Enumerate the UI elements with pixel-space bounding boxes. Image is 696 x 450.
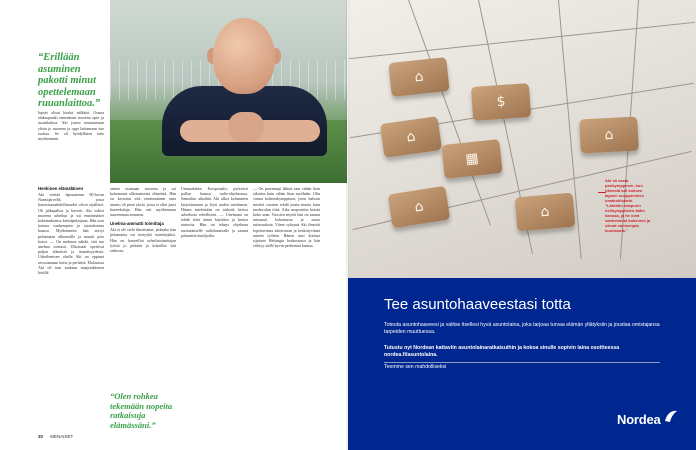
nordea-logo-text: Nordea	[617, 412, 661, 427]
ad-call-to-action: Tutustu nyt Nordean kattaviin asuntolainaratkaisuihin ja kokoa sinulle sopivin laina osoitteessa nordea.fi/asuntolaina.	[384, 345, 620, 359]
intro-column: Iupset olivat koulut nälkäisi. Osasta alakaupunki ennenkuin nuorena opin ja ruoanlaittoa. Aki joutui muuttamaan yksin jo nuorena ja oppi laittamaan itse ruokaa. Se oli hyödyllinen taito myöhemmin.	[38, 110, 104, 142]
pull-quote-bottom: “Olen rohkea tekemään nopeita ratkaisuja elämässäni.”	[110, 391, 173, 430]
dollar-icon: $	[471, 83, 531, 121]
article-column-1-text: Aki viettää lapsuutensa 80-luvun Nurmijärvellä, jossa harrastusmahdollisuudet olivat rajalliset. Oli jalkapalloa ja kaverit. Aki valitsi nuorena urheilun ja sai ensimmäiset kokemuksensa kenttäpelaajana. Hän asui kotona vanhempien ja sisaruksensa kanssa. Myöhemmin hän siirtyi pelaamaan ulkomaille ja muutti pois kotoa. — On mahtava nähdä, että tuo unelma toteutui. Ulkomaat opettivat paljon elämästä ja itsenäisyydestä. Urheilemisen ohella Aki on oppinut arvostamaan kotia ja perhettä. Elokuussa Aki oli taas mukana maajoukkueen leirillä.	[38, 192, 104, 276]
house-icon: ⌂	[388, 186, 451, 229]
board-line	[349, 22, 695, 59]
ad-divider	[384, 362, 660, 363]
article-column-1	[38, 186, 104, 430]
pull-quote-top: “Erillään asuminen pakotti minut opettelemaan ruuanlaittoa.”	[38, 52, 101, 109]
house-icon: ⌂	[388, 57, 449, 97]
apartment-icon: ▦	[441, 139, 502, 179]
ad-signoff: Teemme sen mahdolliseksi	[384, 364, 447, 370]
magazine-name: MENAISET	[50, 434, 74, 439]
article-column-4: — On paremmpi lähteä aina vähän liian aikaisin kuin vähän liian myöhään. Olin varma kolmenkymppinen, joten halusin miettiä vuosien tehdä jotain muuta kuin media-alan töitä. Aika mopoattiin kestää koko uran. Vuosien myötä hän on saanut runsaasti kokemusta ja uusia tuttavuuksia. Viime syksynä Aki ilmoitti lopettavansa aktiiviuran ja keskittyvänsä uuteen työhön. Hänen uusi kotinsa sijaitsee Helsingin keskustassa ja hän viihtyy siellä hyvin perheensä kanssa.	[253, 186, 320, 249]
page-number: 30	[38, 434, 44, 439]
photo-head	[213, 18, 275, 94]
page-gutter	[346, 0, 350, 450]
house-icon: ⌂	[579, 117, 639, 154]
article-column-2-text-2: Aki ei ole vielä ilmoittanut, jatkaako hän pelaamista vai siirtyykö toimittajaksi. Hän on haaveillut urheilutoimittajan työstä jo pitkään ja kokeillut sitä radiossa.	[110, 227, 176, 254]
ad-body: Toteuta asuntohaaveesi ja valitse itsellesi hyvä asuntolaina, joka tarjoaa turvaa elämän yllätyksiin ja joustaa omistajansa tarpeiden muuttuessa.	[384, 322, 660, 336]
nordea-advertisement	[348, 278, 696, 450]
portrait-photo	[110, 0, 347, 183]
house-icon: ⌂	[515, 193, 576, 232]
page-footer	[38, 434, 73, 439]
subhead-henkinen: Henkinen elämäläinen	[38, 186, 84, 191]
house-icon: ⌂	[380, 116, 442, 158]
photo-caption: Aki oli vasta parikymppinen, kun hänestä tuli kolmen lapsen uuspperheen omakotiisäntä. “Lähtöön naapurin neliöymppisten äidin kanssa, ja he ovat vanhemmat kokeneet ja olevat vanhempia kunnasmä.”	[605, 178, 651, 233]
right-page	[348, 0, 696, 450]
subhead-unelma: Unelma-ammatti toimittaja	[110, 221, 164, 227]
article-column-2-text: onnen asumaan nuorena ja sai kokemusta ulkomaisesta elämästä. Hän on kertonut että ensimmäinen oma asunto oli pieni yksiö, jossa ei ollut juuri huonekaluja. Hän osti myöhemmin suuremman asunnon.	[110, 186, 176, 218]
board-game-photo	[348, 0, 696, 290]
photo-hands	[228, 112, 264, 142]
ad-headline: Tee asuntohaaveestasi totta	[384, 296, 571, 313]
article-column-3: Unnasalahen Keripotaalio pyöreästi pallon kanssa radio-ohjelmassa. Samoihin aikoihin Aki alkoi kolumnien kirjoittamisen ja löysi uuden intohimon. Hänen mielestään on tärkeää kertoa urheilusta rehellisesti. — Unelmani on tehdä töitä ääntä käyttäen ja kertoa tarinoita. Hän on tehnyt ohjelmaa suomalaiselle radiokanavalle ja saanut palautetta kuulijoilta.	[181, 186, 248, 238]
nordea-logo-icon	[664, 409, 678, 423]
article-column-2	[110, 186, 176, 386]
